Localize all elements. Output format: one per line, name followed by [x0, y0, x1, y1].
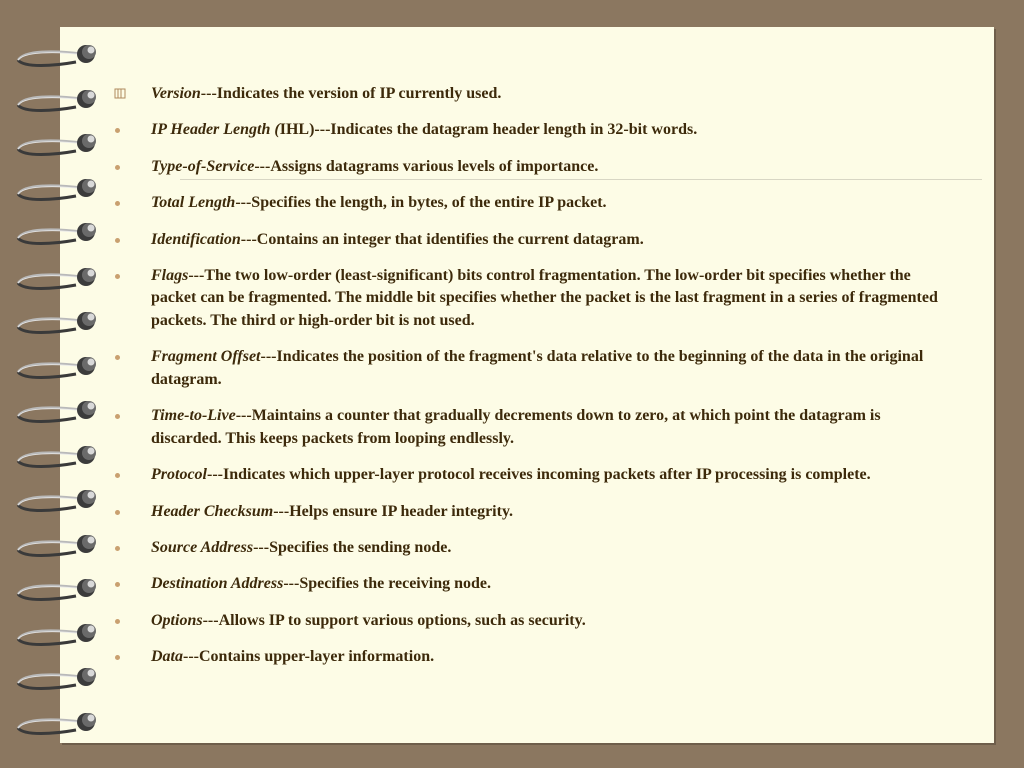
list-item — [110, 83, 942, 106]
spiral-ring — [14, 483, 104, 515]
bullet-dot-icon — [115, 355, 120, 360]
bullet-dot-icon — [115, 238, 120, 243]
list-item — [110, 192, 942, 215]
item-text: ---Contains an integer that identifies the current datagram. — [240, 230, 644, 248]
item-text: ---Indicates the position of the fragment's data relative to the beginning of the data in the original datagram. — [151, 348, 924, 388]
item-term: Identification — [151, 230, 241, 248]
bullet-dot-icon — [115, 128, 120, 133]
list-item — [110, 156, 942, 179]
spiral-ring — [14, 661, 104, 693]
item-term: Fragment Offset — [151, 348, 261, 366]
bullet-dot-icon — [115, 510, 120, 515]
bullet-dot-icon — [115, 619, 120, 624]
item-term: Data — [151, 648, 183, 666]
spiral-ring — [14, 617, 104, 649]
item-term: Options — [151, 611, 203, 629]
item-term: Total Length — [151, 194, 236, 212]
item-term: Protocol — [151, 466, 207, 484]
list-item — [110, 573, 942, 596]
bullet-dot-icon — [115, 473, 120, 478]
item-text: ---Indicates the version of IP currently used. — [200, 85, 502, 102]
spiral-ring — [14, 394, 104, 426]
spiral-ring — [14, 528, 104, 560]
list-item — [110, 501, 942, 524]
spiral-ring — [14, 305, 104, 337]
bullet-list — [110, 83, 942, 682]
spiral-ring — [14, 216, 104, 248]
item-term: IP Header Length ( — [151, 121, 280, 139]
bullet-dot-icon — [115, 655, 120, 660]
bullet-dot-icon — [115, 414, 120, 419]
item-term: Type-of-Service — [151, 157, 255, 175]
item-text: ---Specifies the length, in bytes, of the entire IP packet. — [235, 194, 607, 212]
spiral-ring — [14, 83, 104, 115]
item-term: Version — [151, 85, 201, 102]
item-text: IHL)---Indicates the datagram header length in 32-bit words. — [279, 121, 698, 139]
bullet-dot-icon — [115, 165, 120, 170]
item-text: ---Indicates which upper-layer protocol receives incoming packets after IP processing is complete. — [207, 466, 871, 484]
list-item — [110, 537, 942, 560]
spiral-ring — [14, 127, 104, 159]
item-term: Flags — [151, 266, 189, 284]
item-term: Source Address — [151, 538, 254, 556]
list-item — [110, 346, 942, 391]
bullet-dot-icon — [115, 201, 120, 206]
spiral-ring — [14, 261, 104, 293]
spiral-ring — [14, 350, 104, 382]
item-text: ---Assigns datagrams various levels of importance. — [254, 157, 599, 175]
list-item — [110, 646, 942, 669]
item-text: ---Maintains a counter that gradually decrements down to zero, at which point the datagram is discarded. This keeps packets from looping endlessly. — [151, 407, 881, 447]
spiral-ring — [14, 38, 104, 70]
item-text: ---Contains upper-layer information. — [183, 648, 435, 666]
list-item — [110, 229, 942, 252]
list-item — [110, 119, 942, 142]
list-item — [110, 610, 942, 633]
item-text: ---Specifies the receiving node. — [283, 575, 491, 593]
item-text: ---The two low-order (least-significant) bits control fragmentation. The low-order bit specifies whether the packet can be fragmented. The middle bit specifies whether the packet is the last fragment in a series of fragmented packets. The third or high-order bit is not used. — [151, 266, 938, 329]
item-term: Header Checksum — [151, 502, 274, 520]
list-item — [110, 464, 942, 487]
bullet-dot-icon — [115, 546, 120, 551]
spiral-ring — [14, 706, 104, 738]
bullet-dot-icon — [115, 582, 120, 587]
spiral-ring — [14, 572, 104, 604]
item-term: Time-to-Live — [151, 407, 236, 425]
list-item — [110, 405, 942, 450]
spiral-ring — [14, 439, 104, 471]
binder-icon — [114, 88, 126, 99]
item-text: ---Allows IP to support various options, such as security. — [202, 611, 586, 629]
item-text: ---Helps ensure IP header integrity. — [273, 502, 514, 520]
list-item — [110, 265, 942, 333]
bullet-dot-icon — [115, 274, 120, 279]
spiral-ring — [14, 172, 104, 204]
item-term: Destination Address — [151, 575, 284, 593]
item-text: ---Specifies the sending node. — [253, 538, 452, 556]
